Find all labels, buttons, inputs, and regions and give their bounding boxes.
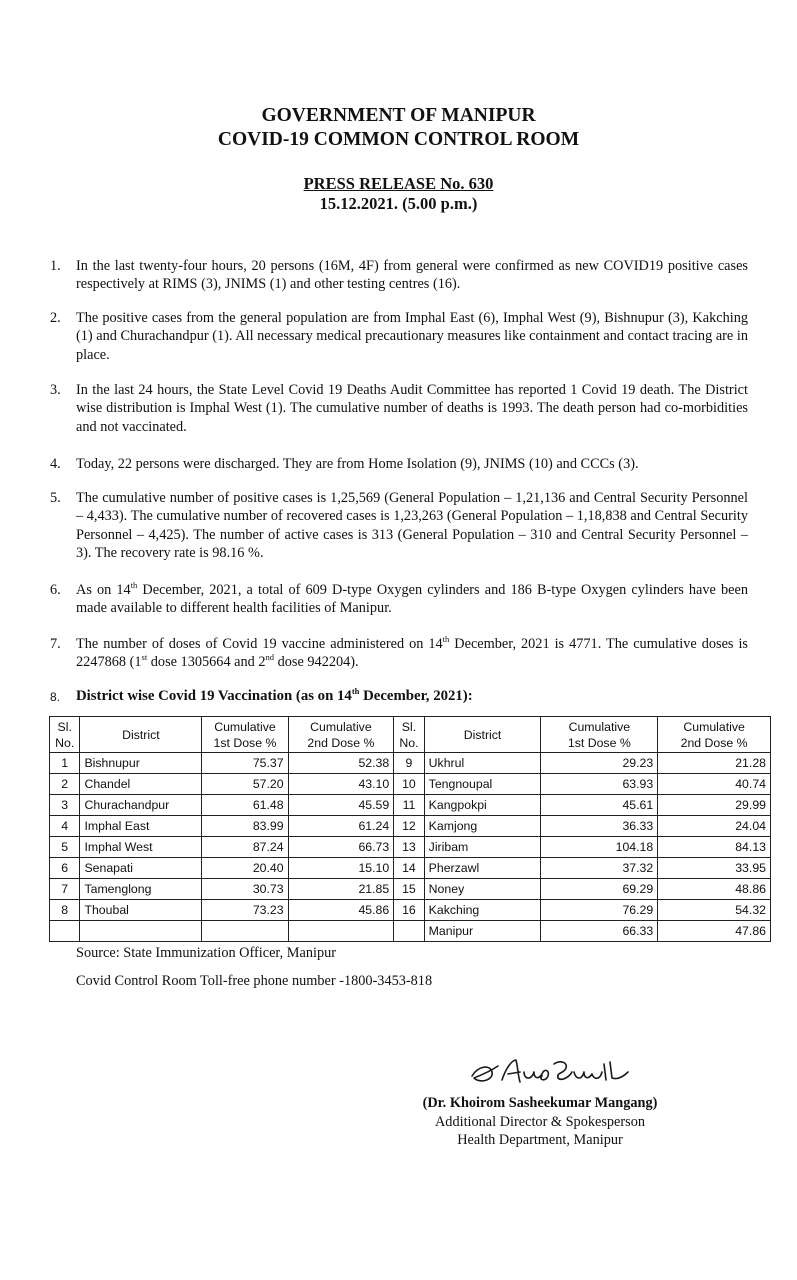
list-item-text: The cumulative number of positive cases is 1,25,569 (General Population – 1,21,136 and Central Security Personnel – 4,433). The cumulative number of recovered cases is 1,23,263 (General Population – 1,18,838 and Central Security Personnel – 4,425). The number of active cases is 313 (General Population – 310 and Central Security Personnel – 3). The recovery rate is 98.16 %. [76,490,748,562]
table-row [50,900,771,921]
cell-sl: 8 [50,900,80,921]
header-district: District [424,717,541,753]
header-text: 1st Dose % [567,736,631,750]
cell-sl: 15 [394,879,424,900]
cell-dose2: 21.28 [658,753,771,774]
header-text: 2nd Dose % [680,736,748,750]
cell-dose2 [288,921,394,942]
cell-dose2: 33.95 [658,858,771,879]
list-item-number: 3. [50,382,61,398]
list-item-number: 7. [50,636,61,652]
cell-dose2: 61.24 [288,816,394,837]
cell-dose1: 83.99 [202,816,288,837]
header-text: No. [55,736,75,750]
section-number: 8. [50,690,61,704]
cell-dose2: 45.59 [288,795,394,816]
cell-sl: 4 [50,816,80,837]
cell-dose1: 63.93 [541,774,658,795]
text-part: As on 14 [76,582,131,598]
cell-dose2: 21.85 [288,879,394,900]
cell-sl: 14 [394,858,424,879]
signatory-title: Additional Director & Spokesperson [434,1114,646,1130]
cell-sl: 6 [50,858,80,879]
header-text: Cumulative [310,720,372,734]
cell-district: Tengnoupal [424,774,541,795]
cell-district: Imphal West [80,837,202,858]
cell-dose2: 43.10 [288,774,394,795]
cell-dose1: 37.32 [541,858,658,879]
cell-dose1: 73.23 [202,900,288,921]
text-part: dose 942204). [274,654,359,671]
cell-dose1: 76.29 [541,900,658,921]
header-text: Cumulative [214,720,276,734]
cell-district: Thoubal [80,900,202,921]
header-control-room: COVID-19 COMMON CONTROL ROOM [217,129,580,150]
cell-district: Pherzawl [424,858,541,879]
cell-sl: 7 [50,879,80,900]
header-text: 2nd Dose % [307,736,375,750]
cell-dose1: 57.20 [202,774,288,795]
cell-dose1: 61.48 [202,795,288,816]
list-item-number: 6. [50,582,61,598]
cell-district: Kamjong [424,816,541,837]
press-release-number-text: PRESS RELEASE No. 630 [303,174,494,193]
cell-sl: 9 [394,753,424,774]
header-text: Cumulative [683,720,745,734]
list-item-number: 4. [50,456,61,472]
table-row [50,879,771,900]
list-item-text [76,635,748,672]
cell-dose1 [202,921,288,942]
text-part: December, 2021 is 4771. The cumulative doses is 2247868 (1 [76,636,748,671]
cell-sl [394,921,424,942]
press-release-date: 15.12.2021. (5.00 p.m.) [319,194,478,213]
cell-sl: 1 [50,753,80,774]
superscript: st [141,652,148,663]
cell-district: Noney [424,879,541,900]
table-row [50,816,771,837]
press-release-number [0,174,797,194]
cell-district: Tamenglong [80,879,202,900]
cell-dose1: 30.73 [202,879,288,900]
cell-district [80,921,202,942]
tollfree-note: Covid Control Room Toll-free phone number -1800-3453-818 [76,973,433,989]
list-item-number: 2. [50,310,61,326]
source-note: Source: State Immunization Officer, Manipur [76,945,337,961]
header-text: Cumulative [568,720,631,734]
cell-dose1: 36.33 [541,816,658,837]
signatory-department: Health Department, Manipur [457,1132,623,1148]
header-government: GOVERNMENT OF MANIPUR [261,105,536,126]
header-sl [394,717,424,753]
list-item-text: The positive cases from the general population are from Imphal East (6), Imphal West (9), Bishnupur (3), Kakching (1) and Churachandpur (1). All necessary medical precautionary measures like containment and contact tracing are in place. [76,310,748,363]
cell-dose1: 104.18 [541,837,658,858]
cell-dose1: 87.24 [202,837,288,858]
cell-district: Chandel [80,774,202,795]
cell-dose2: 52.38 [288,753,394,774]
header-text: Sl. [401,720,417,734]
header-sl [50,717,80,753]
cell-dose2: 40.74 [658,774,771,795]
cell-district: Kakching [424,900,541,921]
cell-sl: 2 [50,774,80,795]
cell-dose1: 75.37 [202,753,288,774]
cell-dose2: 29.99 [658,795,771,816]
table-row [50,753,771,774]
cell-sl: 5 [50,837,80,858]
cell-dose2: 24.04 [658,816,771,837]
cell-dose2: 84.13 [658,837,771,858]
header-dose2 [658,717,771,753]
cell-dose1: 69.29 [541,879,658,900]
list-item-text: Today, 22 persons were discharged. They are from Home Isolation (9), JNIMS (10) and CCCs (3). [76,456,639,472]
cell-district: Churachandpur [80,795,202,816]
title-part: December, 2021): [359,688,473,704]
cell-district: Senapati [80,858,202,879]
cell-district: Kangpokpi [424,795,541,816]
header-text: Sl. [57,720,72,734]
cell-dose1: 29.23 [541,753,658,774]
superscript: th [442,634,450,644]
cell-dose1: 66.33 [541,921,658,942]
header-dose2 [288,717,394,753]
table-header-row [50,717,771,753]
cell-sl: 10 [394,774,424,795]
text-part: dose 1305664 and 2 [147,654,266,671]
table-row [50,795,771,816]
title-part: District wise Covid 19 Vaccination (as on 14 [76,688,352,704]
text-part: The number of doses of Covid 19 vaccine administered on 14 [76,636,443,652]
superscript: nd [265,652,275,663]
cell-district: Imphal East [80,816,202,837]
cell-dose1: 45.61 [541,795,658,816]
cell-dose1: 20.40 [202,858,288,879]
header-dose1 [541,717,658,753]
cell-sl: 16 [394,900,424,921]
text-part: December, 2021, a total of 609 D-type Oxygen cylinders and 186 B-type Oxygen cylinders have been made available to different health facilities of Manipur. [76,582,748,617]
list-item-number: 5. [50,490,61,506]
cell-sl: 3 [50,795,80,816]
cell-district: Ukhrul [424,753,541,774]
list-item-text: In the last 24 hours, the State Level Covid 19 Deaths Audit Committee has reported 1 Covid 19 death. The District wise distribution is Imphal West (1). The cumulative number of deaths is 1993. The death person had co-morbidities and not vaccinated. [76,382,748,435]
cell-dose2: 45.86 [288,900,394,921]
cell-dose2: 15.10 [288,858,394,879]
signatory-name: (Dr. Khoirom Sasheekumar Mangang) [422,1095,658,1111]
header-dose1 [202,717,288,753]
cell-dose2: 66.73 [288,837,394,858]
list-item-number: 1. [50,258,61,274]
section-title [76,688,473,705]
table-row-total [50,921,771,942]
cell-district: Manipur [424,921,541,942]
handwritten-signature [468,1050,638,1092]
header-text: No. [399,736,419,750]
table-row [50,774,771,795]
header-text: 1st Dose % [213,736,277,750]
cell-sl: 11 [394,795,424,816]
cell-district: Jiribam [424,837,541,858]
list-item-text [76,581,748,618]
list-item-text: In the last twenty-four hours, 20 persons (16M, 4F) from general were confirmed as new COVID19 positive cases respectively at RIMS (3), JNIMS (1) and other testing centres (16). [76,258,748,293]
superscript: th [351,686,360,696]
header-district: District [80,717,202,753]
vaccination-table [49,716,771,942]
cell-district: Bishnupur [80,753,202,774]
table-row [50,858,771,879]
superscript: th [130,580,138,590]
cell-dose2: 48.86 [658,879,771,900]
cell-sl: 12 [394,816,424,837]
cell-dose2: 54.32 [658,900,771,921]
cell-sl: 13 [394,837,424,858]
cell-sl [50,921,80,942]
table-row [50,837,771,858]
cell-dose2: 47.86 [658,921,771,942]
